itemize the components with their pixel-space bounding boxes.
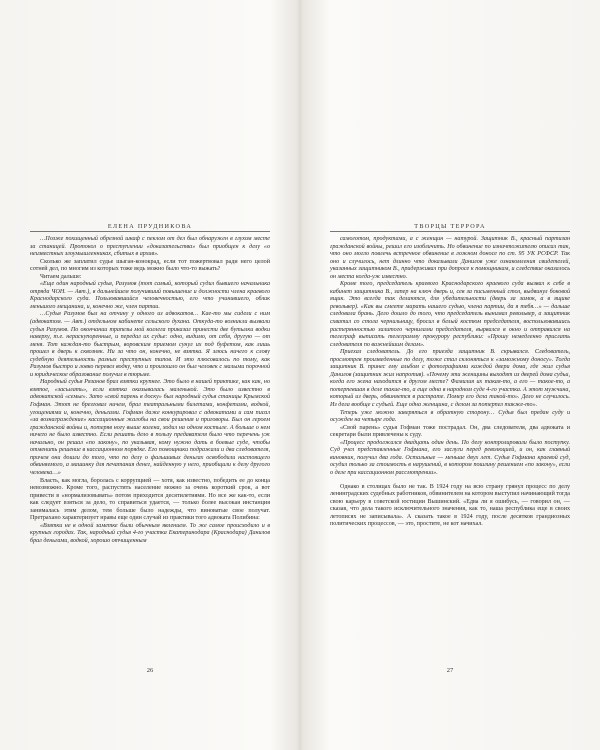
paragraph: Однако в столицах было не так. В 1924 году на всю страну грянул процесс по делу ленинградских судебных работников, обвинителем на котором выступил начинающий тогда свою карьеру в советской юстиции Вышинский. «Едва ли я ошибусь, — говорил он, — сказав, что дела такого исключительного значения, как то, наша республика еще в своих летописях не записывала». А сказать такое в 1924 году, после десятков грандиозных политических процессов, — это, простите, не кот начихал. (330, 483, 570, 528)
paragraph: самоготом, продуктами, а с женщин — натурой. Защитник В., красный партизан гражданской войны, решил его изобличить. Но обвинение по изничтожителю описал так, что оно могло повлечь встречное обвинение в ложном доносе по ст. 95 УК РСФСР. Так оно и случилось, нет длинно что доказывали Данилов уже ознакомления свидетелей, указанных защитником В., придерживал при допросе к помощникам, и следствие оказалось он места когда-уж известно. (330, 236, 570, 280)
page-number-right: 27 (446, 667, 454, 674)
paragraph: «Еще один народный судья, Разумов (тот самый, который судил бывшего начальника отряда ЧОН. — Авт.), в дальнейшем получивший повышение и должности члена краевого Краснодарского суда. Пользовавшийся человечностью, его что учинившего, облик меньшого мещанина, и, конечно же, член партии. (30, 281, 270, 310)
header-rule-right (330, 231, 570, 232)
paragraph: Власть, как могла, боролась с коррупцией — хотя, как известно, победить ее до конца невозможно. Кроме того, распустить население можно за очень короткий срок, а вот привести в «нормализовывать» потом приходится десятилетиями. Но все же как-то, если как следует взяться за дело, то справиться удается, — только более высокая инстанция занималась этим делом, тем больше было надежды, что виноватые свое получат. Претрахано характеризует нравы еще один случай из практики того адвоката Полибина: (30, 477, 270, 522)
right-page-body (330, 236, 570, 529)
paragraph: Сколько же заплатил судье шыган-конокрад, если тот пожертвовал ради него целой сотней дел, по многим из которых тоже ведь можно было что-то выжать? (30, 258, 270, 273)
paragraph: …Позже похищенный обрезной шкаф с пеклом от дел был обнаружен в глухом месте за станицей. Протокол о преступлении «доказательства» был приобщен к делу «о неизвестных злоумышленниках, сбитых в архив». (30, 236, 270, 258)
paragraph: «Процесс продолжался двадцать один день. По делу контролировали было поступку. Суд учел представленные Гофмана, его заслуги перед революцией, и он, как главный виновник, получил два года. Остальные — меньше двух лет. Судья Гофмана краевой суд, осудил только за стоимость в нарушений, в котором пошлину решением «по закону», если о деле при кассационном рассмотрении». (330, 439, 570, 476)
running-header-right: ТВОРЦЫ ТЕРРОРА (414, 223, 486, 230)
paragraph: «Свой парень» судья Гофман тоже пострадал. Он, два следователя, два адвоката и секретари были привлечены к суду. (330, 424, 570, 439)
paragraph: …Судья Разумов был на отчину у одного из адвокатов… Кае-то мы сидели с ним (адвокатом. — Авт.) отдельном кабинете сельского духана. Откуда-то возникли вызвали судья Разумов. По окончании трапезы мой коллега приказал принести две бутылки водки наверху, т.е. нераскупоренные, и передал их судье: одно, видимо, от себя, другую — от меня. Тот каждая-то быстрым, воровским приемом сунул их под буфетом, как лишь прошел в дверь к сквозняк. Ни за что он, конечно, не взятка. Я злюсь ничего к слову судебную деятельность разных преступных типов. И это плюсовалось по тому, как Разумов быстро и ловко перевел водку, что и произошло он был человек с малыми порочной и юридическое образование получил в тюрьме. (30, 311, 270, 378)
paragraph: «Взятки не в одной заметке были обычным явлением. То же самое происходило и в крупных городах. Так, народный судья 4-го участка Екатеринодара (Краснодара) Данилов брал деньгами, водкой, хорошо отчищенным (30, 522, 270, 544)
paragraph: Читаем дальше: (40, 273, 82, 280)
paragraph: Приехал следователь. До его приезда защитник В. скрывался. Следователь, просмотрев произведенные по делу, тоже стал склоняться к «заможному доносу». Тогда защитник В. принес ему альбом с фотографиями каждой двери дома, где жил судья Данилов (защитник жил напротив). «Почему эти женщины выходят из дверей дома судьи, когда его жена находится в другом месте? Фамилия их такая-то, а его — такое-то, а потерпевшая в деле такие-то, а еще одна в народном суде 4-го участка. А этот мужчина, который из дверь, обвиняется в растрате. Помер его дела такой-то». Дело не случилось. Из дела вообще с судьей. Еще одна женщина, с делом за потерпел также-то». (330, 349, 570, 409)
page-number-left: 26 (146, 667, 154, 674)
running-header-left: ЕЛЕНА ПРУДНИКОВА (107, 223, 193, 230)
header-rule-left (30, 231, 270, 232)
right-page (300, 0, 600, 750)
paragraph: Теперь уже можно заверяться в обратную сторону… Судья был предан суду и осужден на четыре года. (330, 409, 570, 424)
paragraph: Народный судья Рязанов брал взятки крупнее. Это было в нашей практике, как как, но взятое, «засылать», если взятка оказывалась маленькой. Это было известно в адвокатской «семье». Зато «свой парень в доску» был народный судья станицы Крымской Гофман. Этот не брезговал ничем, брал театральными билетами, конфетами, водкой, угощениями и, конечно, деньгами. Гофман даже конкурировал с адвокатами и сам писал «за вознаграждение» кассационные жалобы на свои решения и приговоры. Был он героем гражданской войны и, потеряв ногу выше колена, ходил на одном костыле. А больше о нем ничего не было известно. Если решать дело в пользу предавателя было что перечень уж начально, он решал «по закону», по указывая, кому нужно дать в боевые суде, чтобы отменить решение в кассационном порядке. Его помощники подражали и два следователя, причем они дошли до того, что по делу о фальшивых деньгах освободили настоящего обвиняемого, а машинку для печатания денег, найденную у него, приобщили к делу другого человека…» (30, 379, 270, 476)
left-page-body (30, 236, 270, 545)
paragraph: Кроме того, председатель краевого Краснодарского краевого суда вызвал к себе в кабинет защитника В., запер на ключ дверь и, сев за письменный стол, выдвинул боковой ящик. Это всегда так делаются, для убедительности (дверь за замок, а в ящике револьвер). «Как вы смеете марать нашего судью, члена партии, да я тебя…» — дальше следовала брань. Дело дошло до того, что председатель вынимал револьвер, а защитник схватил со стола чернильницу, бросил в белый костюм председателя, воспользовавшись растерянностью залитого чернилами председателя, вырвался в окно и отправился на телеграф выписать телеграмму прокурору республики: «Прошу немедленно прислать следователя по важнейшим делам». (330, 281, 570, 348)
